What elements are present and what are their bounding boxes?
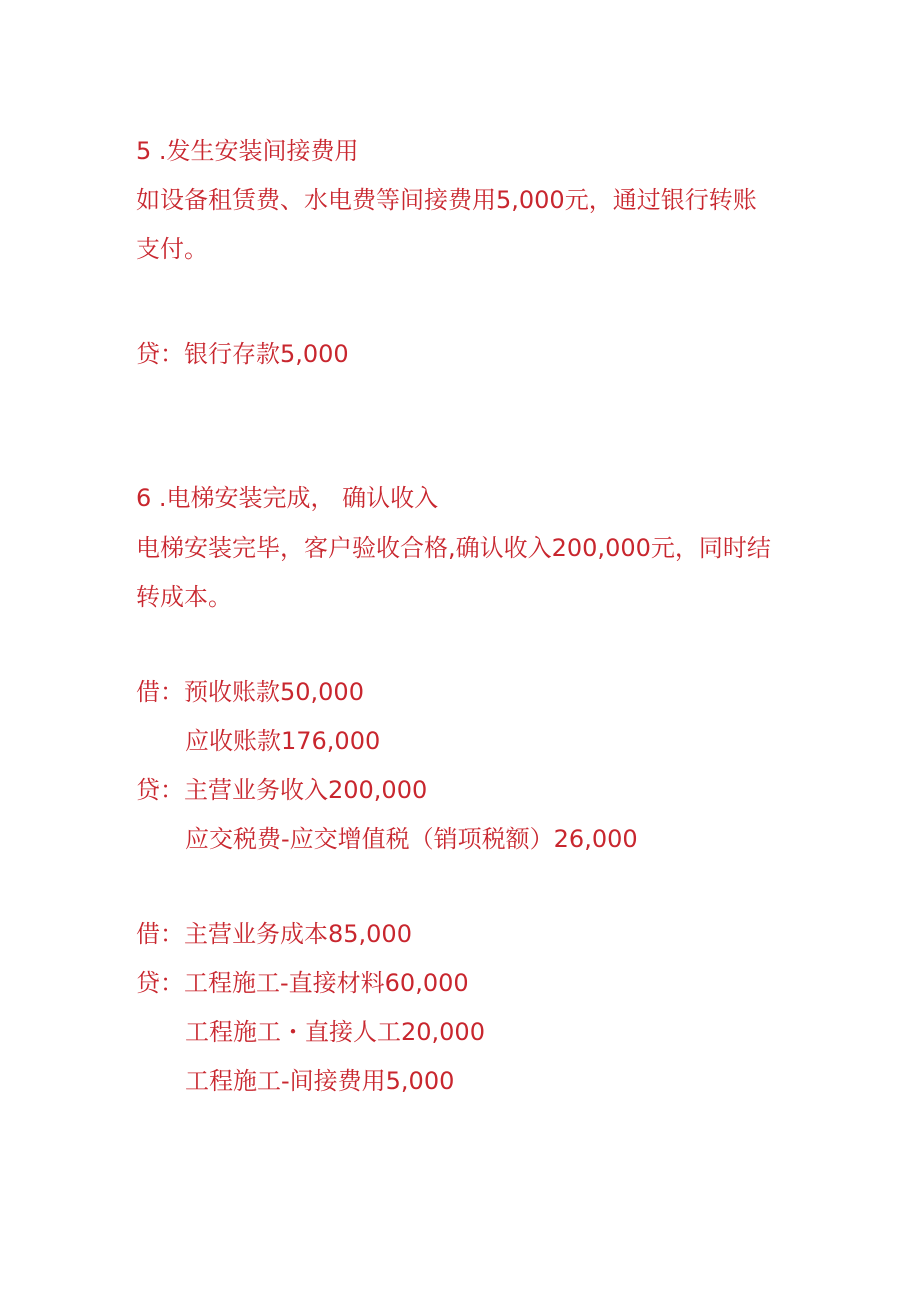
section5-description-line2: 支付。 <box>136 235 208 263</box>
section5-heading: 5 .发生安装间接费用 <box>136 137 359 165</box>
entry1-debit-accounts-receivable: 应收账款176,000 <box>185 727 381 755</box>
entry1-debit-advance-receipts: 借：预收账款50,000 <box>136 678 364 706</box>
entry2-debit-main-cost: 借：主营业务成本85,000 <box>136 920 412 948</box>
entry1-credit-main-revenue: 贷：主营业务收入200,000 <box>136 776 428 804</box>
entry2-credit-direct-materials: 贷：工程施工-直接材料60,000 <box>136 969 469 997</box>
section6-description-line2: 转成本。 <box>136 583 232 611</box>
section6-description-line1: 电梯安装完毕，客户验收合格,确认收入200,000元，同时结 <box>136 534 771 562</box>
entry1-credit-vat-payable: 应交税费-应交增值税（销项税额）26,000 <box>185 825 638 853</box>
entry2-credit-direct-labor: 工程施工・直接人工20,000 <box>185 1018 485 1046</box>
entry2-credit-indirect-costs: 工程施工-间接费用5,000 <box>185 1067 455 1095</box>
section5-description-line1: 如设备租赁费、水电费等间接费用5,000元，通过银行转账 <box>136 186 757 214</box>
section5-credit-entry: 贷：银行存款5,000 <box>136 340 349 368</box>
section6-heading: 6 .电梯安装完成， 确认收入 <box>136 484 439 512</box>
